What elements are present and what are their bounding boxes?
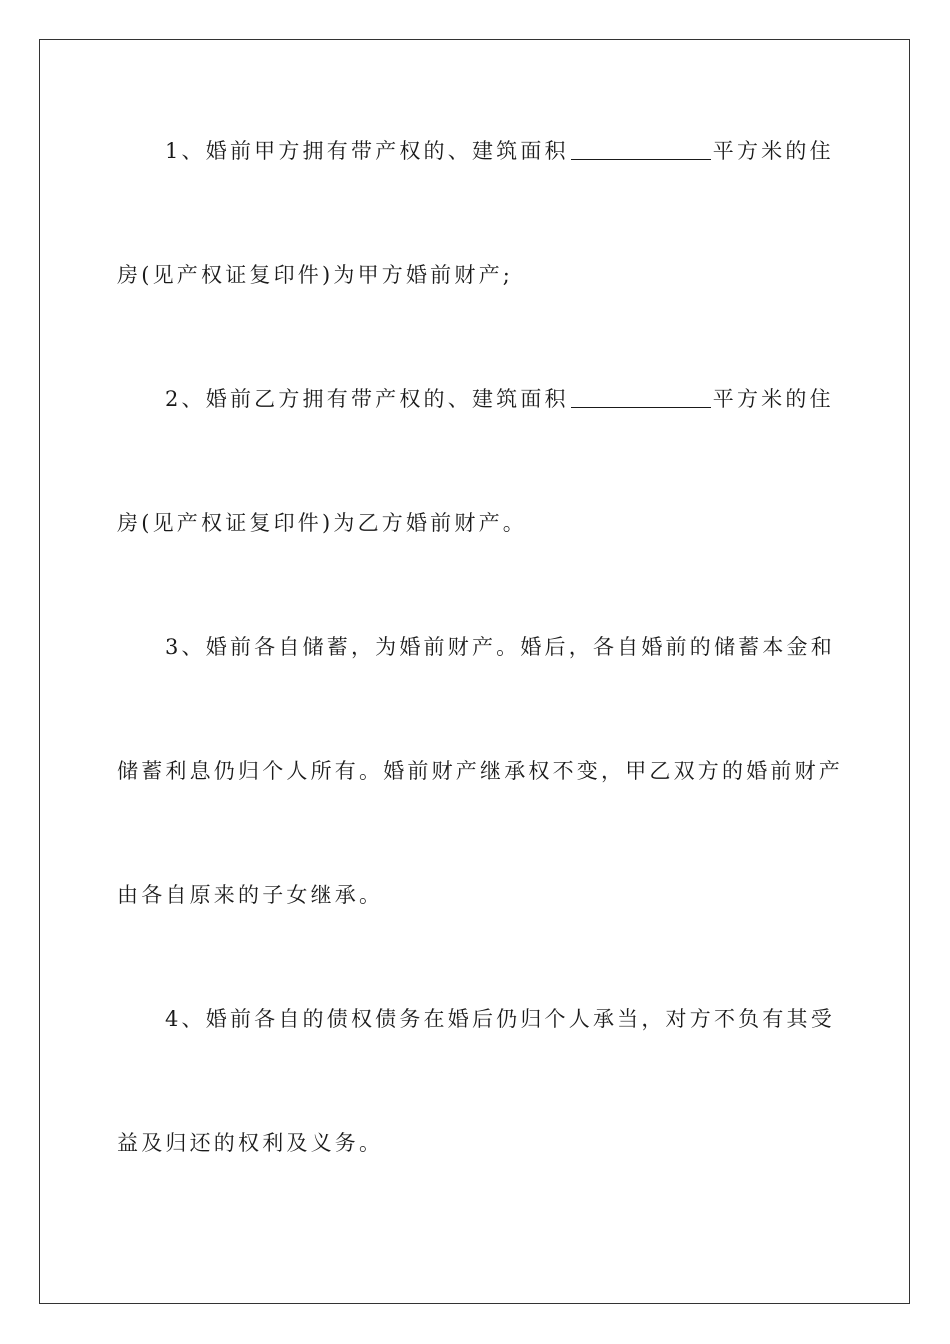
clause-2-line-2: 房(见产权证复印件)为乙方婚前财产。 [117,511,527,535]
clause-1-line-2: 房(见产权证复印件)为甲方婚前财产; [117,263,514,287]
area-blank-field-1[interactable] [571,137,711,160]
clause-2-text-after: 平方米的住 [712,387,834,411]
clause-1-text-before: 1、婚前甲方拥有带产权的、建筑面积 [165,139,569,163]
clause-3-line-3: 由各自原来的子女继承。 [117,883,384,907]
clause-2-text-before: 2、婚前乙方拥有带产权的、建筑面积 [165,387,569,411]
page-frame [39,39,910,1304]
clause-1-line-1 [117,136,885,166]
clause-2-line-1 [117,384,885,414]
clause-1-text-after: 平方米的住 [712,139,834,163]
clause-3-line-2: 储蓄利息仍归个人所有。婚前财产继承权不变，甲乙双方的婚前财产 [117,759,843,783]
clause-4-line-2: 益及归还的权利及义务。 [117,1131,384,1155]
clause-4-line-1: 4、婚前各自的债权债务在婚后仍归个人承当，对方不负有其受 [165,1007,835,1031]
clause-3-line-1: 3、婚前各自储蓄，为婚前财产。婚后，各自婚前的储蓄本金和 [165,635,835,659]
area-blank-field-2[interactable] [571,385,711,408]
